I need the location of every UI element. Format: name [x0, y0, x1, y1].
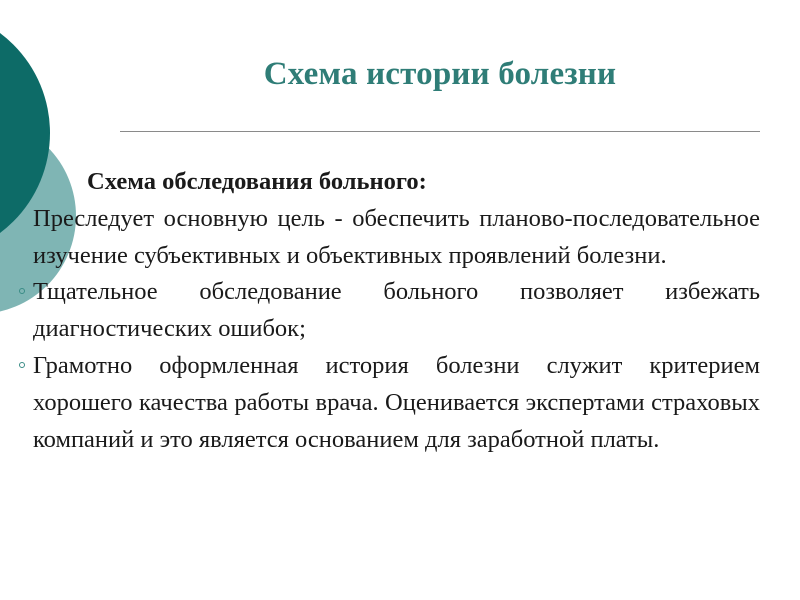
bullet-item-medical-record — [33, 348, 760, 458]
hollow-circle-bullet-icon — [19, 362, 25, 368]
bullet-item-text: Грамотно оформленная история болезни служит критерием хорошего качества работы врача. Оценивается экспертами страховых компаний и это является основанием для заработной платы. — [33, 351, 760, 453]
bullet-item-text: Тщательное обследование больного позволяет избежать диагностических ошибок; — [33, 278, 760, 343]
paragraph-main-goal — [33, 201, 760, 275]
slide-subtitle: Схема обследования больного: — [87, 168, 427, 195]
paragraph-text: Преследует основную цель - обеспечить планово-последовательное изучение субъективных и объективных проявлений болезни. — [33, 204, 760, 269]
bullet-item-careful-examination — [33, 274, 760, 348]
title-divider — [120, 131, 760, 132]
slide-title: Схема истории болезни — [263, 56, 617, 92]
slide-content — [33, 164, 760, 458]
